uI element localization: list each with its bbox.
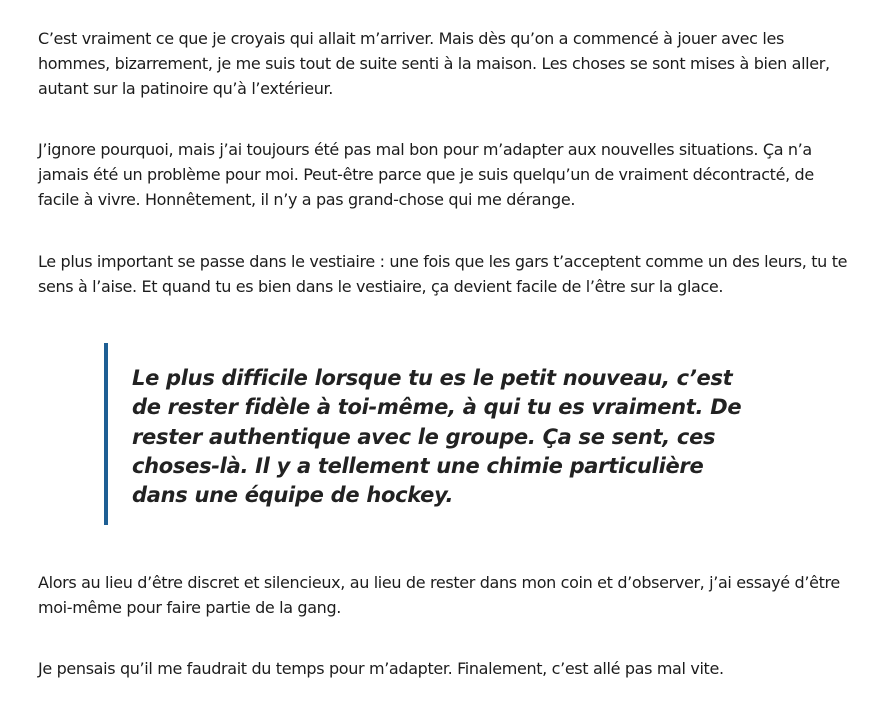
article-paragraph: Je pensais qu’il me faudrait du temps pour m’adapter. Finalement, c’est allé pas mal vite.: [38, 659, 724, 678]
pull-quote: [104, 343, 764, 525]
article-paragraph: C’est vraiment ce que je croyais qui allait m’arriver. Mais dès qu’on a commencé à jouer avec les hommes, bizarrement, je me suis tout de suite senti à la maison. Les choses se sont mises à bien aller, autant sur la patinoire qu’à l’extérieur.: [38, 29, 830, 98]
article-paragraph: Alors au lieu d’être discret et silencieux, au lieu de rester dans mon coin et d’observer, j’ai essayé d’être moi-même pour faire partie de la gang.: [38, 573, 840, 617]
article-paragraph: Le plus important se passe dans le vestiaire : une fois que les gars t’acceptent comme un des leurs, tu te sens à l’aise. Et quand tu es bien dans le vestiaire, ça devient facile de l’être sur la glace.: [38, 252, 848, 296]
article-body: [38, 26, 858, 681]
pull-quote-text: Le plus difficile lorsque tu es le petit nouveau, c’est de rester fidèle à toi-même, à qui tu es vraiment. De rester authentique avec le groupe. Ça se sent, ces choses-là. Il y a tellement une chimie particulière dans une équipe de hockey.: [132, 366, 742, 508]
article-paragraph: J’ignore pourquoi, mais j’ai toujours été pas mal bon pour m’adapter aux nouvelles situations. Ça n’a jamais été un problème pour moi. Peut-être parce que je suis quelqu’un de vraiment décontracté, de facile à vivre. Honnêtement, il n’y a pas grand-chose qui me dérange.: [38, 140, 814, 209]
